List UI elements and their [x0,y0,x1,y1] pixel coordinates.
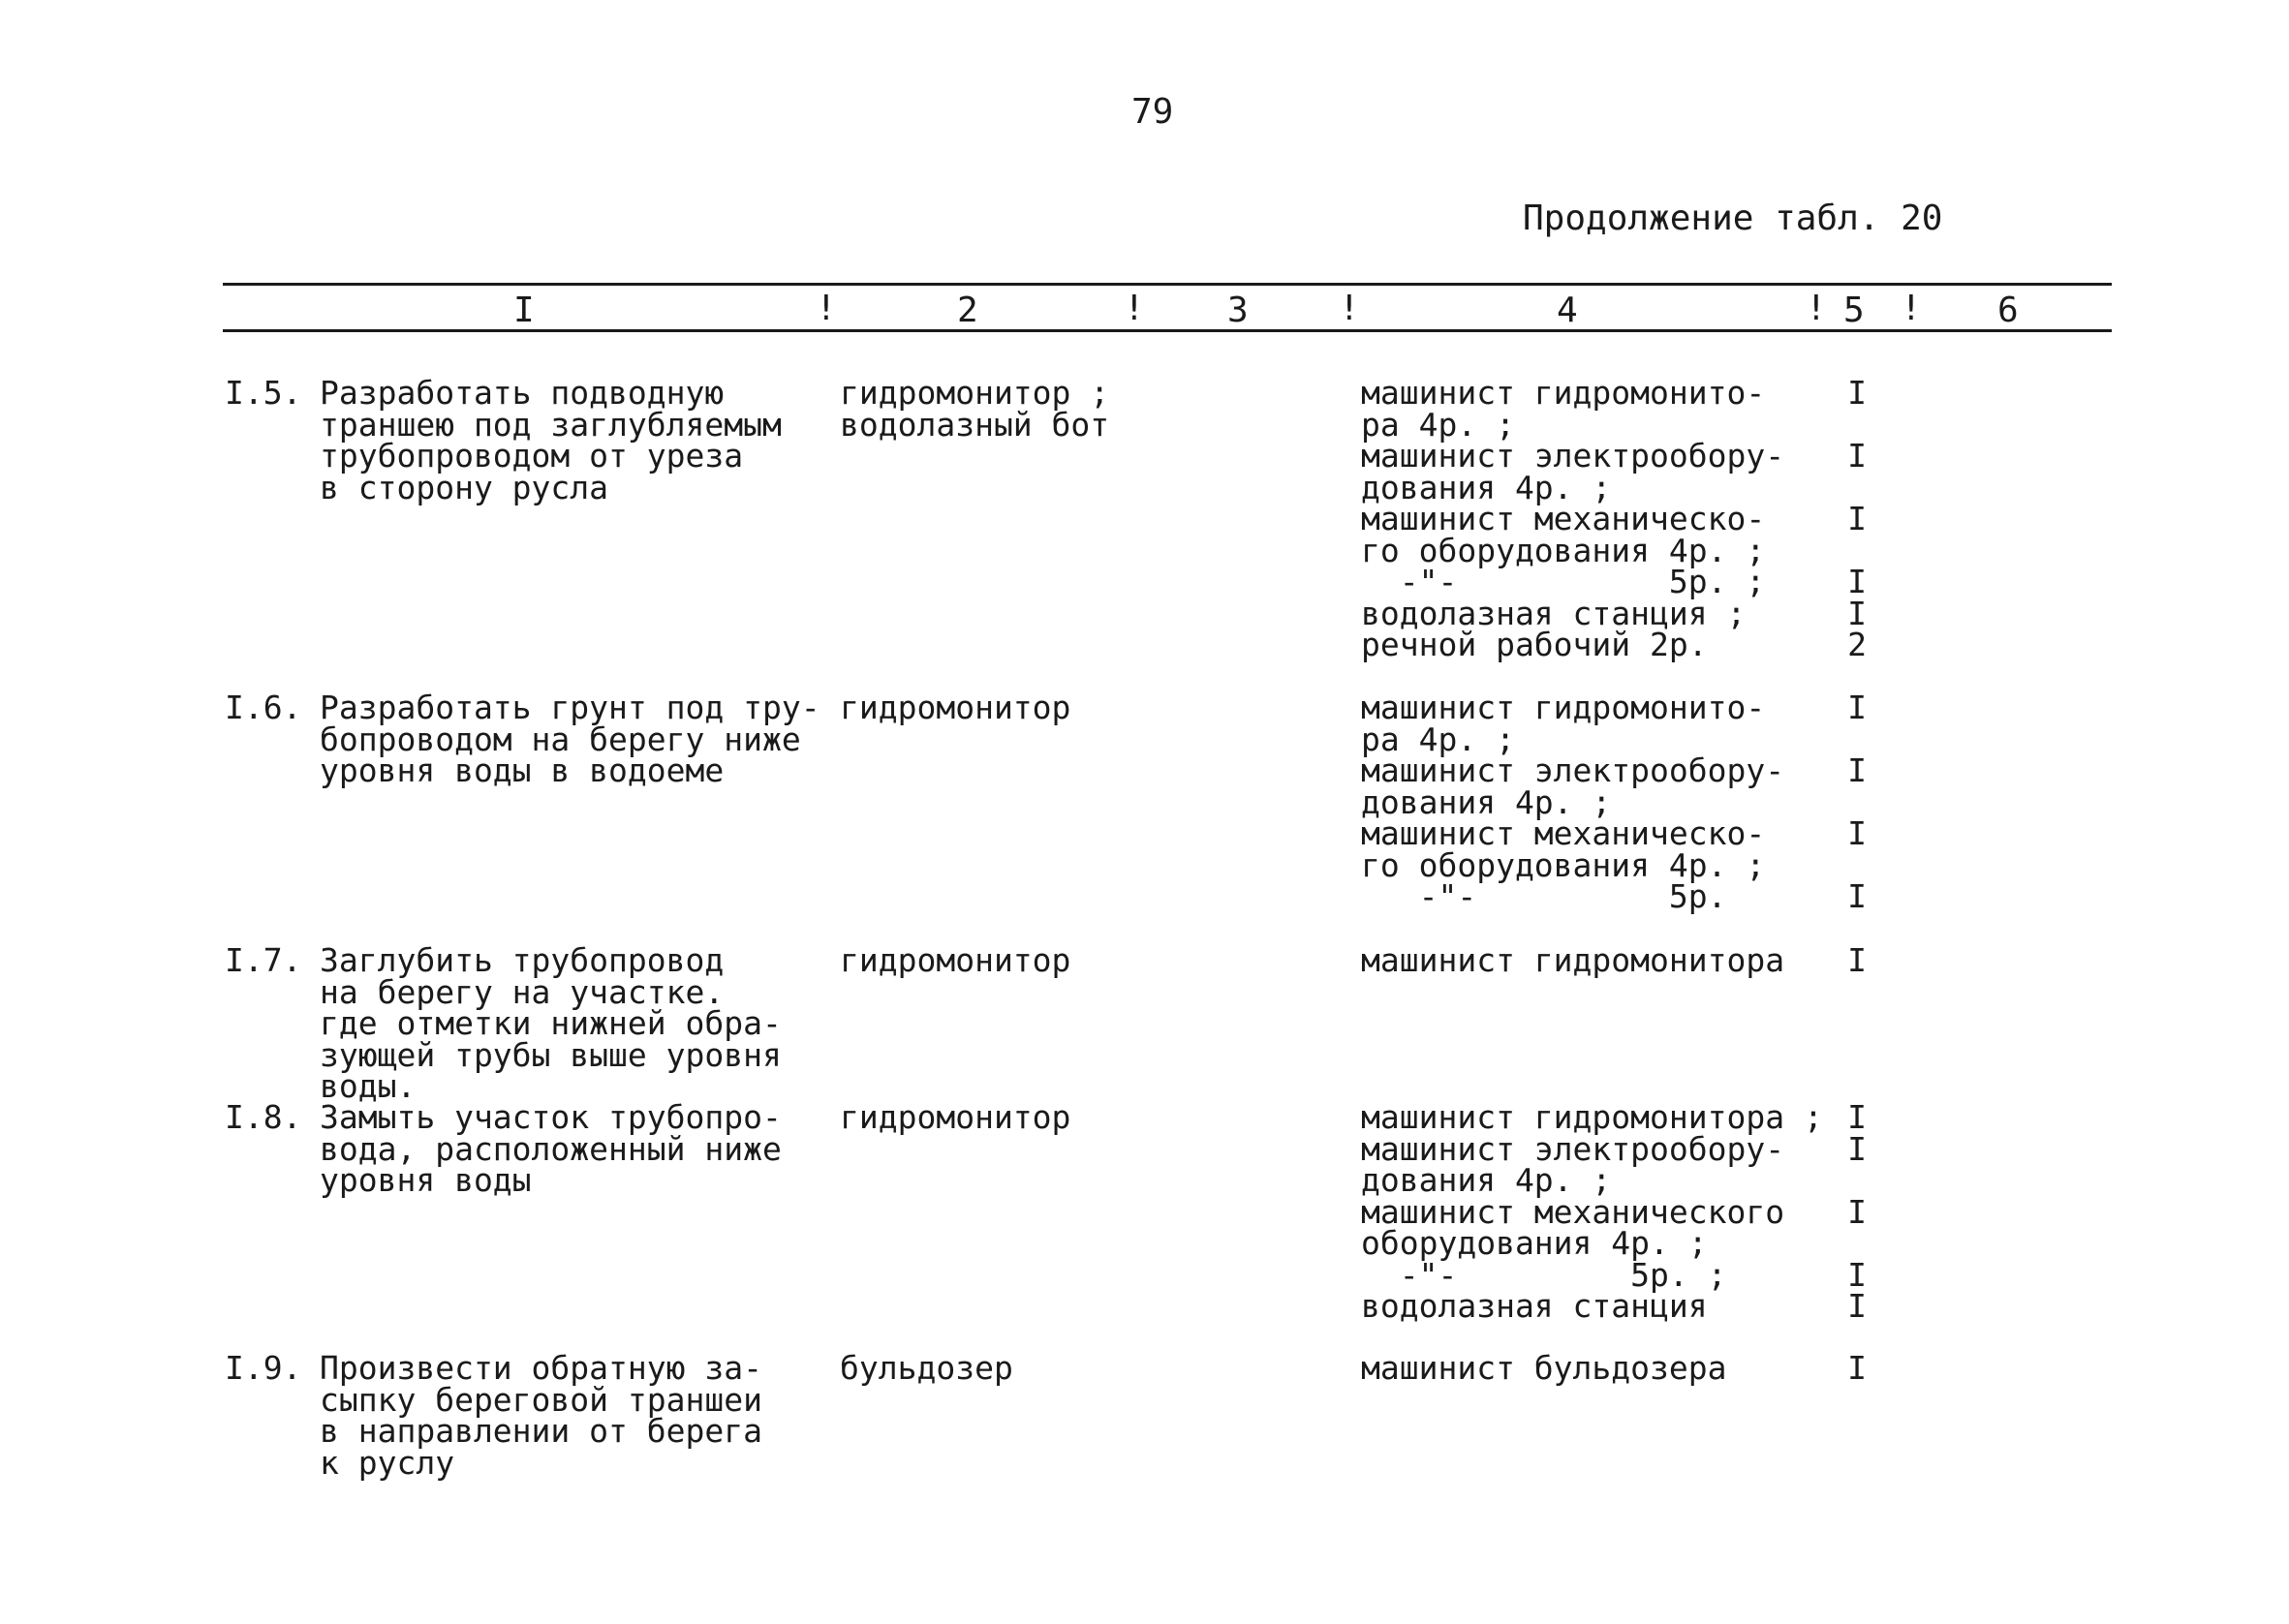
workers: машинист гидромонито- ра 4р. ; машинист электрообору- дования 4р. ; машинист механическо- го оборудования 4р. ; -"- 5р. ; водолазная станция ; речной рабочий 2р. [1361,374,1785,663]
work-description: Замыть участок трубопро- вода, расположенный ниже уровня воды [320,1098,782,1199]
work-description: Разработать подводную траншею под заглубляемым трубопроводом от уреза в сторону русла [320,374,782,506]
machinery: гидромонитор [840,1098,1071,1136]
machinery: гидромонитор [840,689,1071,726]
worker-count: I I I I I [1847,1098,1867,1325]
machinery: гидромонитор ; водолазный бот [840,374,1110,444]
column-header-4: 4 [1557,291,1578,330]
page-number: 79 [1131,92,1174,132]
column-separator: ! [1806,289,1827,328]
column-separator: ! [1901,289,1922,328]
column-header-6: 6 [1997,291,2019,330]
table-header-rule [223,329,2112,332]
workers: машинист бульдозера [1361,1349,1727,1387]
column-separator: ! [1339,289,1360,328]
worker-count: I [1847,941,1867,979]
worker-count: I I I I I 2 [1847,374,1867,663]
table-top-rule [223,283,2112,286]
column-header-1: I [513,291,535,330]
worker-count: I I I I [1847,689,1867,915]
row-number: I.6. [225,689,302,726]
row-number: I.5. [225,374,302,412]
workers: машинист гидромонито- ра 4р. ; машинист электрообору- дования 4р. ; машинист механическо- го оборудования 4р. ; -"- 5р. [1361,689,1785,915]
work-description: Произвести обратную за- сыпку береговой траншеи в направлении от берега к руслу [320,1349,762,1482]
column-header-2: 2 [957,291,978,330]
row-number: I.9. [225,1349,302,1387]
workers: машинист гидромонитора [1361,941,1785,979]
column-header-5: 5 [1843,291,1865,330]
column-separator: ! [1124,289,1145,328]
column-separator: ! [816,289,837,328]
column-header-3: 3 [1227,291,1249,330]
work-description: Заглубить трубопровод на берегу на участке. где отметки нижней обра- зующей трубы выше уровня воды. [320,941,782,1105]
continuation-title: Продолжение табл. 20 [1523,199,1943,238]
machinery: гидромонитор [840,941,1071,979]
machinery: бульдозер [840,1349,1013,1387]
workers: машинист гидромонитора ; машинист электрообору- дования 4р. ; машинист механического оборудования 4р. ; -"- 5р. ; водолазная станция [1361,1098,1823,1325]
row-number: I.7. [225,941,302,979]
worker-count: I [1847,1349,1867,1387]
row-number: I.8. [225,1098,302,1136]
work-description: Разработать грунт под тру- бопроводом на берегу ниже уровня воды в водоеме [320,689,820,789]
